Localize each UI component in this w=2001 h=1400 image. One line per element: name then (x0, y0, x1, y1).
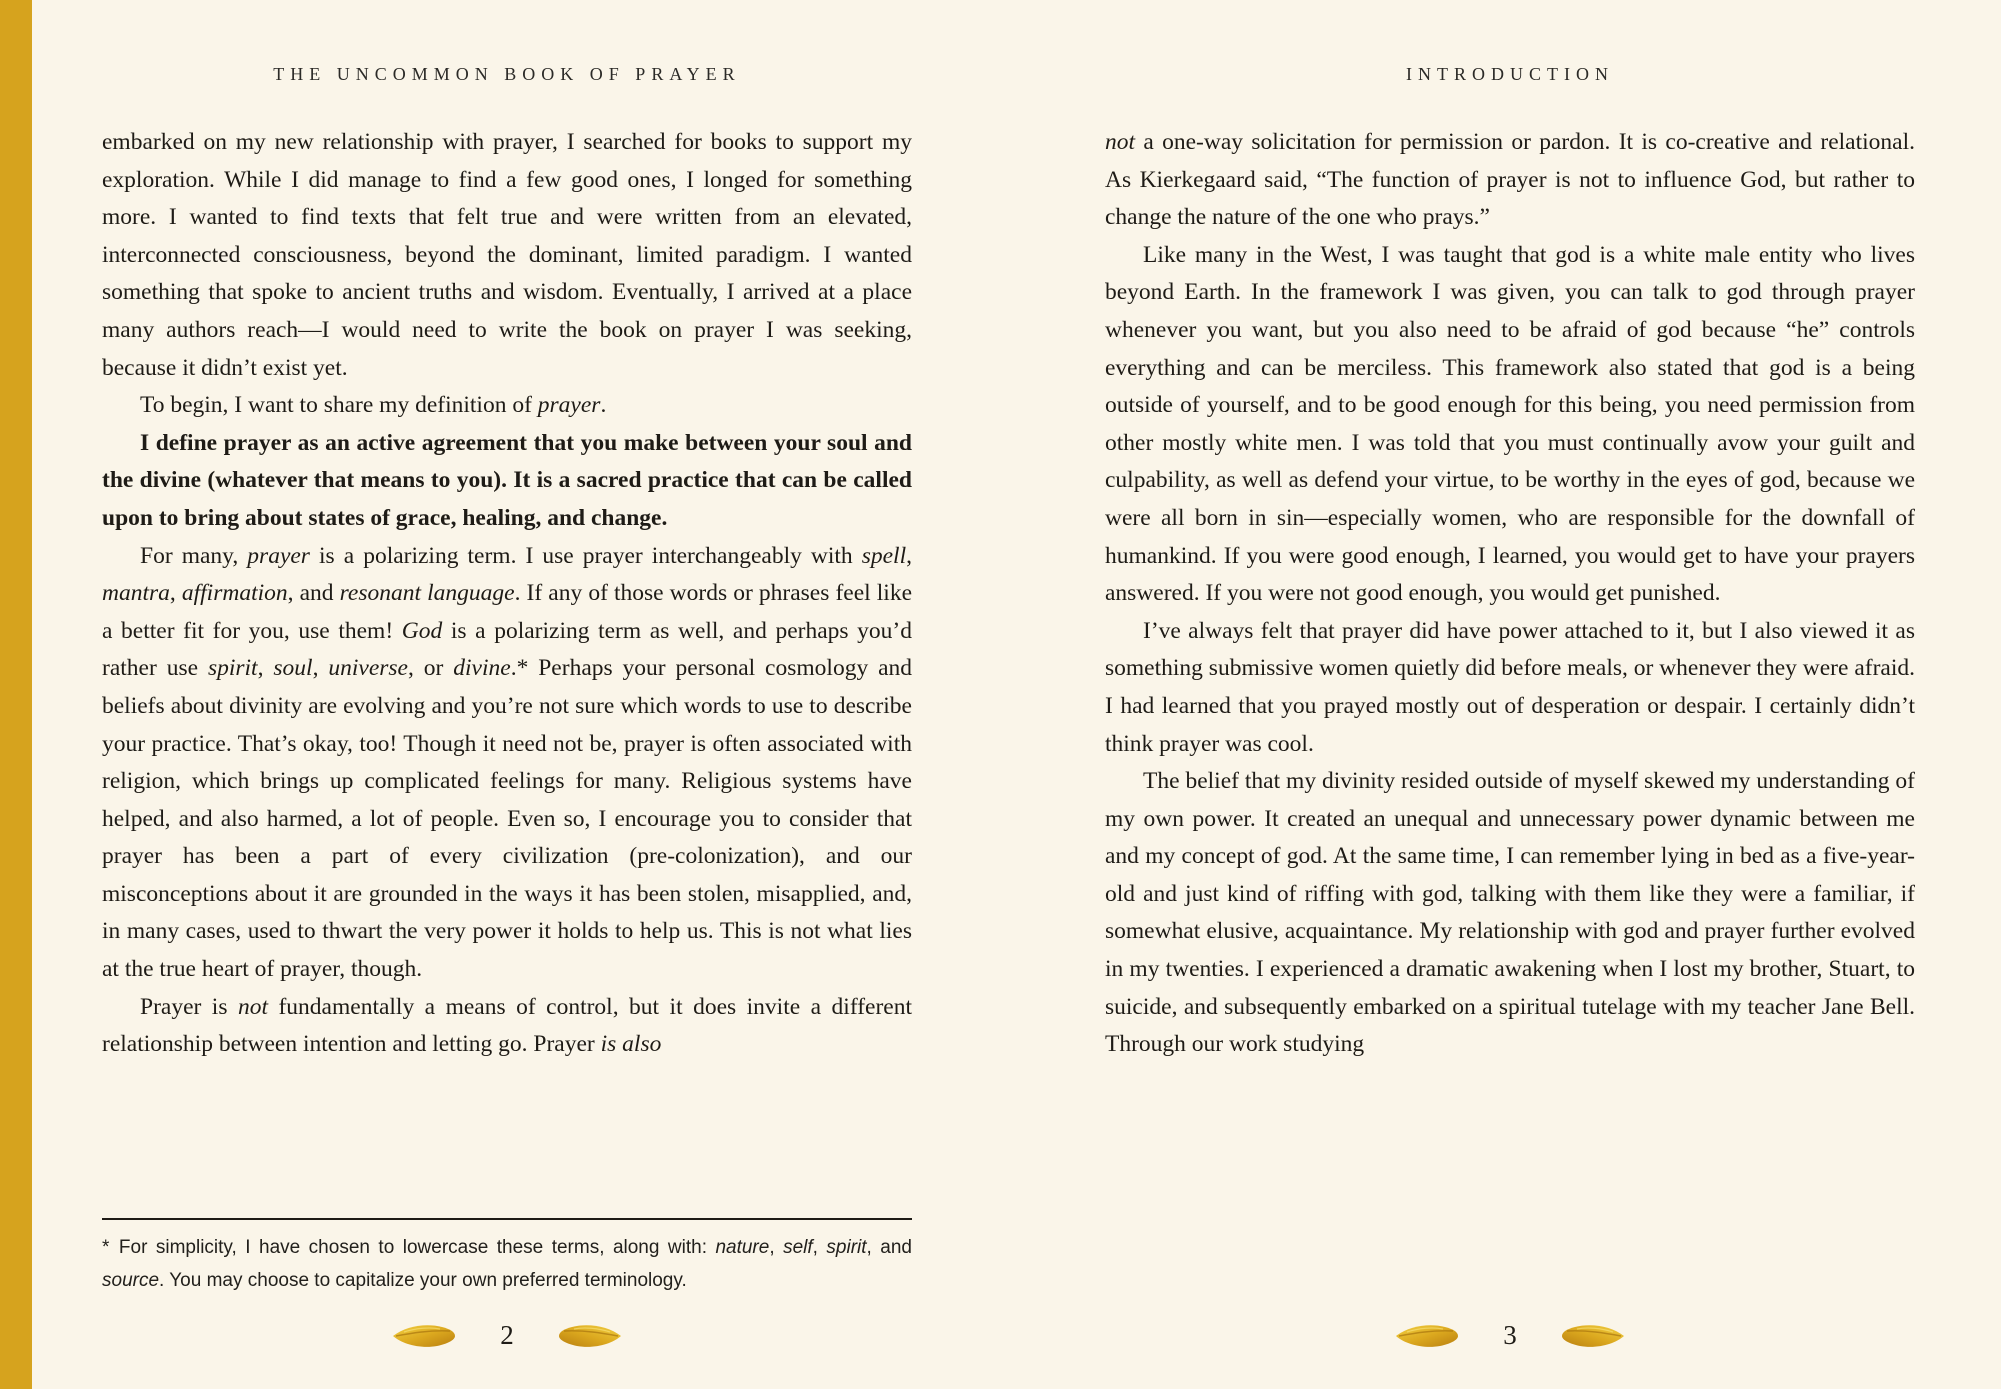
body-paragraph: For many, prayer is a polarizing term. I use prayer interchangeably with spell, mantra, affirmation, and resonant language. If any of those words or phrases feel like a better fit for you, use them! God is a polarizing term as well, and perhaps you’d rather use spirit, soul, universe, or divine.* Perhaps your personal cosmology and beliefs about divinity are evolving and you’re not sure which words to use to describe your practice. That’s okay, too! Though it need not be, prayer is often associated with religion, which brings up complicated feelings for many. Religious systems have helped, and also harmed, a lot of people. Even so, I encourage you to consider that prayer has been a part of every civilization (pre-colonization), and our misconceptions about it are grounded in the ways it has been stolen, misapplied, and, in many cases, used to thwart the very power it holds to help us. This is not what lies at the true heart of prayer, though. (102, 542, 913, 983)
running-header-left: THE UNCOMMON BOOK OF PRAYER (273, 64, 741, 84)
page-footer-right (1105, 1314, 1915, 1356)
left-page-body (102, 124, 912, 1064)
gold-leaf-icon (392, 1322, 456, 1349)
body-paragraph: I’ve always felt that prayer did have power attached to it, but I also viewed it as something submissive women quietly did before meals, or whenever they were afraid. I had learned that you prayed mostly out of desperation or despair. I certainly didn’t think prayer was cool. (1105, 617, 1915, 757)
body-paragraph: To begin, I want to share my definition of prayer. (140, 392, 607, 419)
page-right (1105, 0, 1915, 1389)
body-paragraph: embarked on my new relationship with prayer, I searched for books to support my exploration. While I did manage to find a few good ones, I longed for something more. I wanted to find texts that felt true and were written from an elevated, interconnected consciousness, beyond the dominant, limited paradigm. I wanted something that spoke to ancient truths and wisdom. Eventually, I arrived at a place many authors reach—I would need to write the book on prayer I was seeking, because it didn’t exist yet. (102, 129, 912, 381)
right-page-body (1105, 124, 1915, 1064)
page-footer-left (102, 1314, 912, 1356)
page-number-left: 2 (500, 1319, 514, 1350)
footnote-block (102, 1218, 912, 1297)
body-paragraph: Like many in the West, I was taught that god is a white male entity who lives beyond Earth. In the framework I was given, you can talk to god through prayer whenever you want, but you also need to be afraid of god because “he” controls everything and can be merciless. This framework also stated that god is a being outside of yourself, and to be good enough for this being, you need permission from other mostly white men. I was told that you must continually avow your guilt and culpability, as well as defend your virtue, to be worthy in the eyes of god, because we were all born in sin—especially women, who are responsible for the downfall of humankind. If you were good enough, I learned, you would get to have your prayers answered. If you were not good enough, you would get punished. (1105, 241, 1915, 607)
body-paragraph: not a one-way solicitation for permission or pardon. It is co-creative and relational. As Kierkegaard said, “The function of prayer is not to influence God, but rather to change the nature of the one who prays.” (1105, 129, 1915, 231)
body-paragraph: The belief that my divinity resided outside of myself skewed my understanding of my own power. It created an unequal and unnecessary power dynamic between me and my concept of god. At the same time, I can remember lying in bed as a five-year-old and just kind of riffing with god, talking with them like they were a familiar, if somewhat elusive, acquaintance. My relationship with god and prayer further evolved in my twenties. I experienced a dramatic awakening when I lost my brother, Stuart, to suicide, and subsequently embarked on a spiritual tutelage with my teacher Jane Bell. Through our work studying (1105, 768, 1915, 1058)
gold-leaf-icon (1395, 1322, 1459, 1349)
spine-gold-bar (0, 0, 32, 1389)
footnote-rule (102, 1218, 912, 1220)
body-paragraph: Prayer is not fundamentally a means of control, but it does invite a different relationship between intention and letting go. Prayer is also (102, 993, 913, 1058)
page-left (102, 0, 912, 1389)
gold-leaf-icon (558, 1322, 622, 1349)
footnote-text: * For simplicity, I have chosen to lowercase these terms, along with: nature, self, spirit, and source. You may choose to capitalize your own preferred terminology. (102, 1237, 912, 1291)
gold-leaf-icon (1561, 1322, 1625, 1349)
page-number-right: 3 (1503, 1319, 1517, 1350)
body-paragraph-definition: I define prayer as an active agreement that you make between your soul and the divine (whatever that means to you). It is a sacred practice that can be called upon to bring about states of grace, healing, and change. (102, 429, 912, 531)
running-header-right: INTRODUCTION (1406, 64, 1614, 84)
